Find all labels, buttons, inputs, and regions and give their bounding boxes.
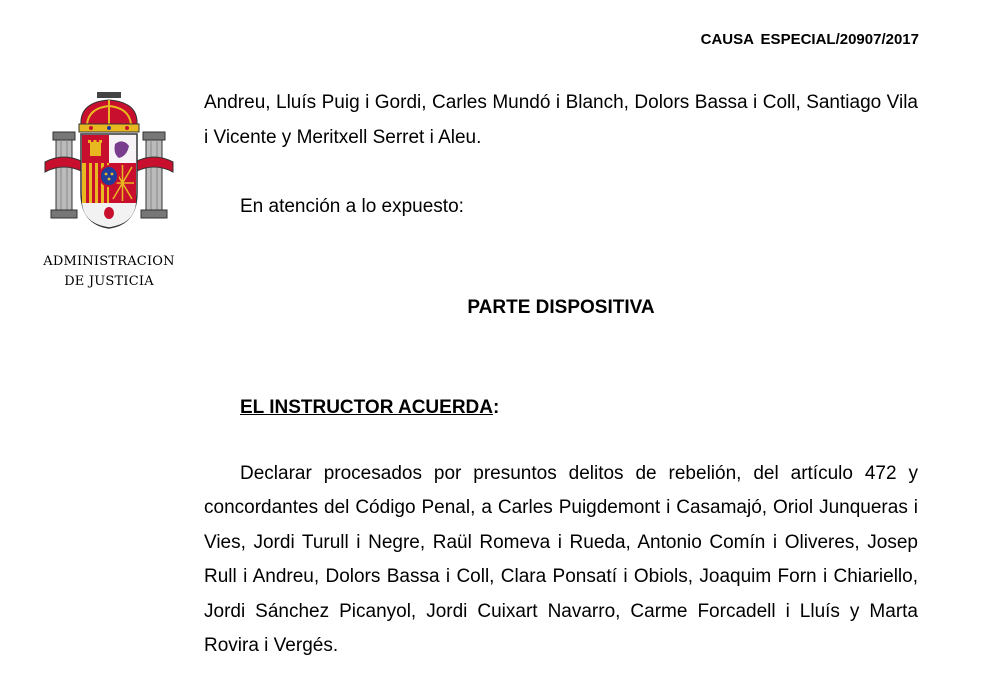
crest-caption — [36, 252, 182, 292]
continuation-paragraph: Andreu, Lluís Puig i Gordi, Carles Mundó i Blanch, Dolors Bassa i Coll, Santiago Vila i Vicente y Meritxell Serret i Aleu. — [204, 92, 918, 148]
spanish-coat-of-arms-icon — [41, 88, 177, 234]
crest-block — [36, 88, 182, 292]
crest-caption-line1: ADMINISTRACION — [43, 254, 175, 269]
case-reference: CAUSA ESPECIAL/20907/2017 — [700, 31, 919, 48]
crown-icon — [79, 92, 139, 132]
intro-paragraph: En atención a lo expuesto: — [240, 196, 464, 217]
right-pillar-icon — [135, 132, 173, 218]
shield-icon — [81, 134, 137, 228]
ruling-heading — [204, 397, 918, 419]
section-title: PARTE DISPOSITIVA — [467, 296, 655, 318]
ruling-paragraph: Declarar procesados por presuntos delitos de rebelión, del artículo 472 y concordantes del Código Penal, a Carles Puigdemont i Casamajó, Oriol Junqueras i Vies, Jordi Turull i Negre, Raül Romeva i Rueda, Antonio Comín i Oliveres, Josep Rull i Andreu, Dolors Bassa i Coll, Clara Ponsatí i Obiols, Joaquim Forn i Chiariello, Jordi Sánchez Picanyol, Jordi Cuixart Navarro, Carme Forcadell i Lluís y Marta Rovira i Vergés. — [204, 462, 918, 656]
ruling-heading-text: EL INSTRUCTOR ACUERDA — [240, 396, 493, 418]
ruling-heading-colon: : — [493, 396, 500, 418]
left-pillar-icon — [45, 132, 83, 218]
crest-caption-line2: DE JUSTICIA — [64, 274, 154, 289]
document-body — [204, 86, 918, 664]
